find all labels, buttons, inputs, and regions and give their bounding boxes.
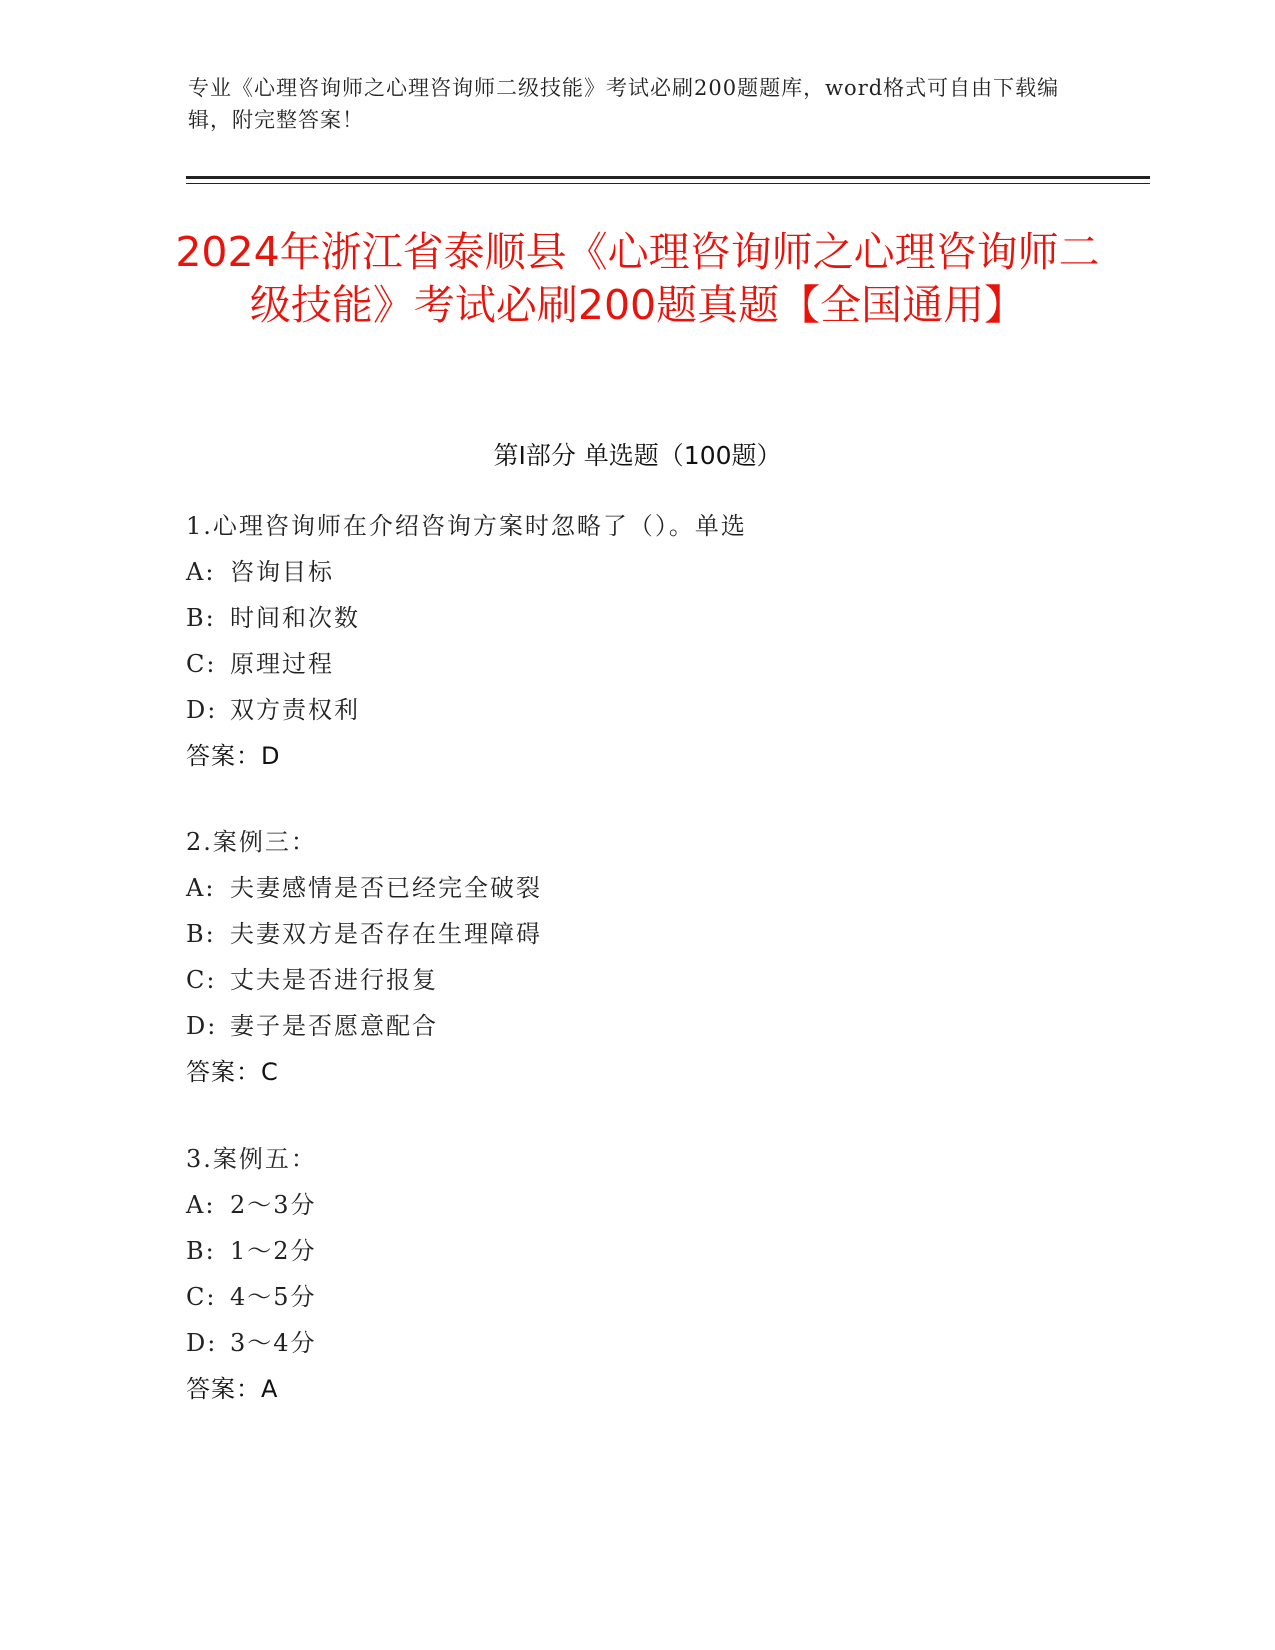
- option-c: [186, 1274, 1086, 1320]
- option-text: 丈夫是否进行报复: [230, 966, 438, 994]
- question-stem: 3.案例五：: [186, 1145, 317, 1173]
- question-stem: 2.案例三：: [186, 828, 317, 856]
- option-b: [186, 1228, 1086, 1274]
- option-text: 双方责权利: [230, 696, 360, 724]
- question-1: [186, 503, 1086, 779]
- answer-line: 答案：C: [186, 1058, 279, 1086]
- option-text: 夫妻双方是否存在生理障碍: [230, 920, 542, 948]
- document-title: 2024年浙江省泰顺县《心理咨询师之心理咨询师二级技能》考试必刷200题真题【全国通用】: [175, 228, 1100, 329]
- question-stem: 1.心理咨询师在介绍咨询方案时忽略了（）。单选: [186, 512, 747, 540]
- option-letter: B:: [186, 920, 216, 948]
- option-text: 1～2分: [230, 1237, 317, 1265]
- option-text: 2～3分: [230, 1191, 317, 1219]
- option-d: [186, 1003, 1086, 1049]
- option-a: [186, 865, 1086, 911]
- option-text: 原理过程: [230, 650, 334, 678]
- header-rule-thin: [186, 183, 1150, 184]
- option-letter: D:: [186, 696, 218, 724]
- option-b: [186, 595, 1086, 641]
- option-letter: A:: [186, 874, 216, 902]
- answer-line: 答案：D: [186, 742, 281, 770]
- header-note: 专业《心理咨询师之心理咨询师二级技能》考试必刷200题题库，word格式可自由下载编辑，附完整答案！: [188, 76, 1060, 132]
- answer-line: 答案：A: [186, 1375, 279, 1403]
- option-text: 时间和次数: [230, 604, 360, 632]
- option-c: [186, 957, 1086, 1003]
- question-2: [186, 819, 1086, 1095]
- option-letter: B:: [186, 1237, 216, 1265]
- option-d: [186, 1320, 1086, 1366]
- header-rule-thick: [186, 176, 1150, 179]
- option-letter: B:: [186, 604, 216, 632]
- option-letter: D:: [186, 1329, 218, 1357]
- option-a: [186, 549, 1086, 595]
- question-3: [186, 1136, 1086, 1412]
- option-a: [186, 1182, 1086, 1228]
- option-b: [186, 911, 1086, 957]
- option-text: 4～5分: [230, 1283, 317, 1311]
- option-text: 咨询目标: [230, 558, 334, 586]
- option-letter: A:: [186, 1191, 216, 1219]
- section-title: 第Ⅰ部分 单选题（100题）: [493, 441, 782, 470]
- option-letter: C:: [186, 966, 217, 994]
- option-letter: C:: [186, 650, 217, 678]
- option-letter: D:: [186, 1012, 218, 1040]
- option-c: [186, 641, 1086, 687]
- option-letter: C:: [186, 1283, 217, 1311]
- option-d: [186, 687, 1086, 733]
- option-text: 夫妻感情是否已经完全破裂: [230, 874, 542, 902]
- option-letter: A:: [186, 558, 216, 586]
- option-text: 3～4分: [230, 1329, 317, 1357]
- option-text: 妻子是否愿意配合: [230, 1012, 438, 1040]
